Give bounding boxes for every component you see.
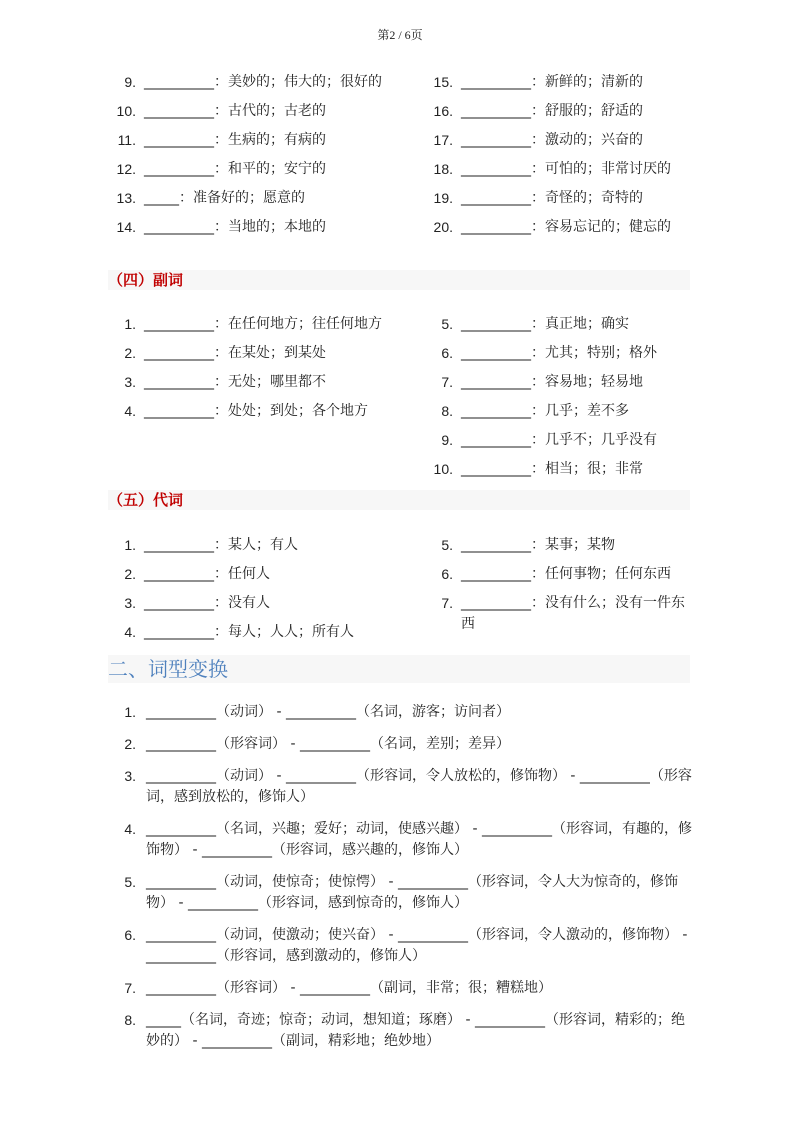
list-item: 7. __________（形容词） - __________（副词，非常；很；糟糕地） (124, 980, 552, 996)
list-item: 2. __________：任何人 (124, 566, 270, 582)
section-heading-word-forms: 二、词型变换 (108, 655, 690, 683)
list-item: 17. __________：激动的；兴奋的 (433, 132, 643, 148)
list-item: 2. __________（形容词） - __________（名词，差别；差异） (124, 736, 510, 752)
list-item: 3. __________：没有人 (124, 595, 270, 611)
list-item: 9. __________：美妙的；伟大的；很好的 (124, 74, 382, 90)
adverbs-right-column (411, 314, 692, 488)
list-item: 12. __________：和平的；安宁的 (116, 161, 326, 177)
pronouns-left-column (112, 535, 393, 651)
adjectives-list (112, 72, 692, 246)
list-item: 11. __________：生病的；有病的 (117, 132, 326, 148)
list-item: 8. _____（名词，奇迹；惊奇；动词，想知道；琢磨） - __________（形容词，精彩的；绝妙的） - __________（副词，精彩地；绝妙地） (124, 1012, 685, 1049)
list-item: 10. __________：古代的；古老的 (116, 103, 326, 119)
list-item: 7. __________：容易地；轻易地 (441, 374, 643, 390)
section-heading-adverbs: （四）副词 (108, 270, 690, 290)
list-item: 5. __________：真正地；确实 (441, 316, 629, 332)
list-item: 16. __________：舒服的；舒适的 (433, 103, 643, 119)
list-item: 5. __________（动词，使惊奇；使惊愕） - __________（形容词，令人大为惊奇的，修饰物） - __________（形容词，感到惊奇的，修饰人） (124, 874, 678, 911)
list-item: 1. __________：某人；有人 (124, 537, 298, 553)
list-item: 3. __________：无处；哪里都不 (124, 374, 326, 390)
list-item: 14. __________：当地的；本地的 (116, 219, 326, 235)
pronouns-right-column (411, 535, 692, 651)
list-item: 6. __________：尤其；特别；格外 (441, 345, 657, 361)
list-item: 15. __________：新鲜的；清新的 (433, 74, 643, 90)
pronouns-list (112, 535, 692, 651)
list-item: 8. __________：几乎；差不多 (441, 403, 629, 419)
section-heading-pronouns: （五）代词 (108, 490, 690, 510)
list-item: 20. __________：容易忘记的；健忘的 (433, 219, 671, 235)
list-item: 19. __________：奇怪的；奇特的 (433, 190, 643, 206)
list-item: 9. __________：几乎不；几乎没有 (441, 432, 657, 448)
list-item: 6. __________：任何事物；任何东西 (441, 566, 671, 582)
list-item: 13. _____：准备好的；愿意的 (116, 190, 305, 206)
adverbs-list (112, 314, 692, 488)
list-item: 5. __________：某事；某物 (441, 537, 615, 553)
adjectives-right-column (411, 72, 692, 246)
list-item: 1. __________（动词） - __________（名词，游客；访问者） (124, 704, 510, 720)
list-item: 6. __________（动词，使激动；使兴奋） - __________（形容词，令人激动的，修饰物） - __________（形容词，感到激动的，修饰人） (124, 927, 688, 964)
list-item: 3. __________（动词） - __________（形容词，令人放松的，修饰物） - __________（形容词，感到放松的，修饰人） (124, 768, 692, 805)
list-item: 1. __________：在任何地方；往任何地方 (124, 316, 382, 332)
list-item: 18. __________：可怕的；非常讨厌的 (433, 161, 671, 177)
page-number: 第2 / 6页 (377, 28, 423, 42)
adjectives-left-column (112, 72, 393, 246)
list-item: 7. __________：没有什么；没有一件东西 (441, 595, 685, 632)
list-item: 4. __________：处处；到处；各个地方 (124, 403, 368, 419)
list-item: 4. __________：每人；人人；所有人 (124, 624, 354, 640)
list-item: 10. __________：相当；很；非常 (433, 461, 643, 477)
list-item: 2. __________：在某处；到某处 (124, 345, 326, 361)
list-item: 4. __________（名词，兴趣；爱好；动词，使感兴趣） - __________（形容词，有趣的，修饰物） - __________（形容词，感兴趣的，修饰人） (124, 821, 692, 858)
word-forms-list (112, 702, 692, 1063)
adverbs-left-column (112, 314, 393, 488)
